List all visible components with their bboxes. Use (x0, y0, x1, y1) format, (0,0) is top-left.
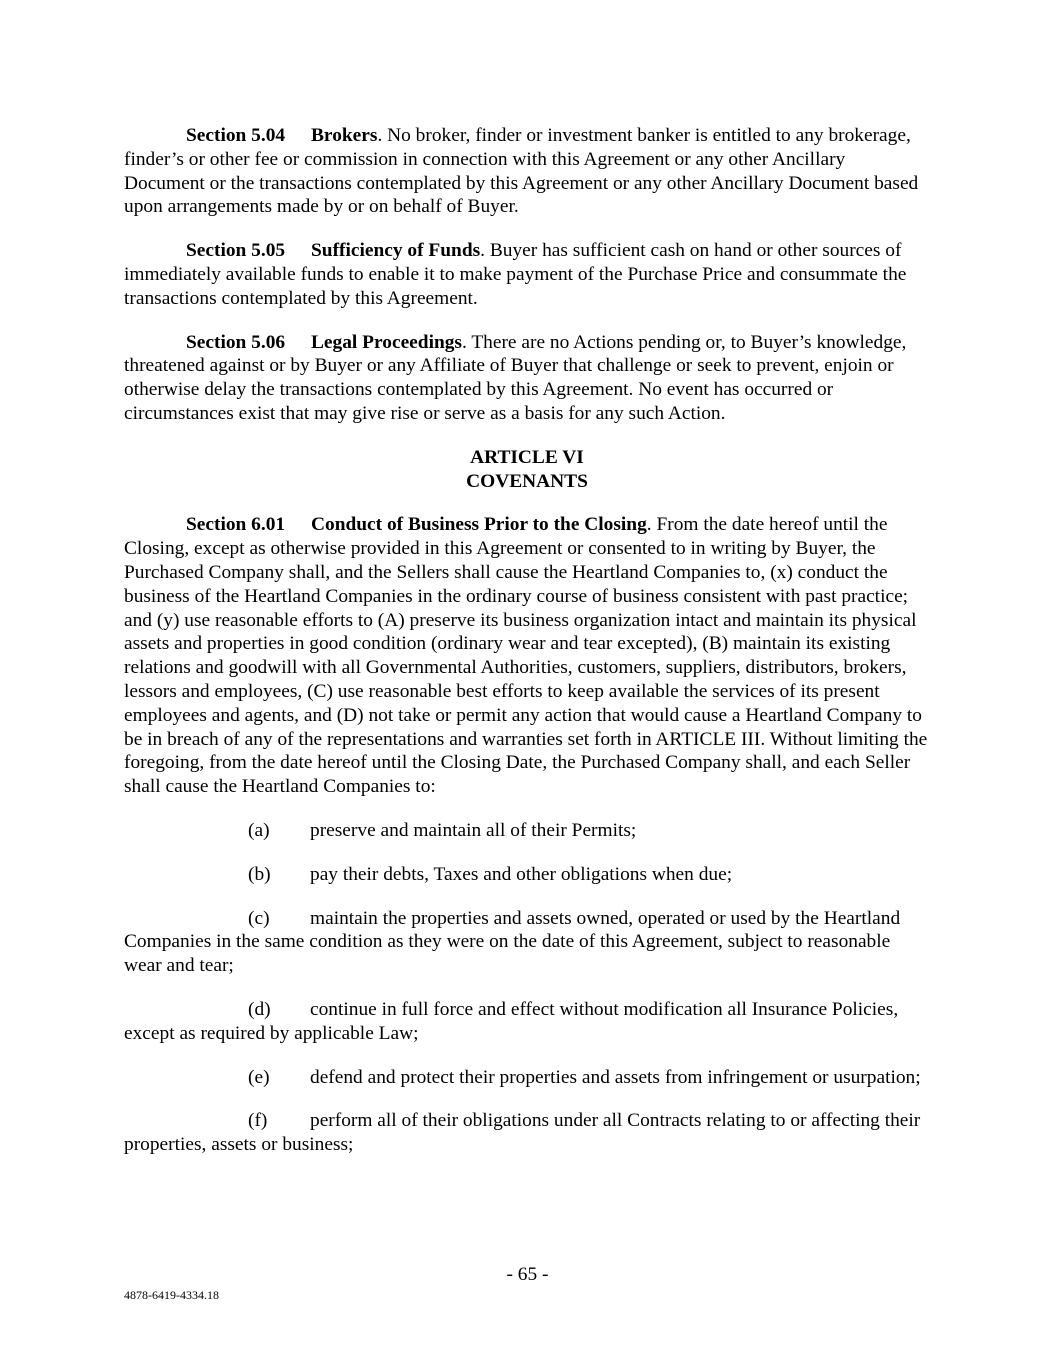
section-number: Section 5.04 (186, 125, 286, 146)
item-label: (f) (248, 1110, 268, 1132)
list-item-f (124, 1109, 930, 1157)
item-text: preserve and maintain all of their Permits; (310, 819, 637, 841)
item-label: (d) (248, 998, 271, 1020)
document-page (124, 124, 930, 1177)
item-text: pay their debts, Taxes and other obligations when due; (310, 863, 733, 885)
section-number: Section 6.01 (186, 514, 286, 536)
section-title: Brokers (311, 125, 378, 146)
item-label: (a) (248, 819, 270, 841)
section-number: Section 5.05 (186, 240, 286, 262)
section-6-01 (124, 513, 930, 799)
document-id: 4878-6419-4334.18 (124, 1288, 219, 1302)
section-title: Conduct of Business Prior to the Closing (311, 514, 647, 536)
item-text: perform all of their obligations under all Contracts relating to or affecting their properties, assets or business; (124, 1110, 921, 1156)
list-item-d (124, 998, 930, 1046)
article-heading (124, 446, 930, 494)
item-text: maintain the properties and assets owned, operated or used by the Heartland Companies in the same condition as they were on the date of this Agreement, subject to reasonable wear and tear; (124, 907, 901, 977)
item-text: defend and protect their properties and assets from infringement or usurpation; (310, 1066, 921, 1088)
list-item-c (124, 907, 930, 978)
list-item-a (124, 819, 930, 843)
article-title: COVENANTS (466, 470, 588, 492)
item-label: (c) (248, 907, 270, 929)
section-body: . There are no Actions pending or, to Buyer’s knowledge, threatened against or by Buyer or any Affiliate of Buyer that challenge or seek to prevent, enjoin or otherwise delay the transactions contemplated by this Agreement. No event has occurred or circumstances exist that may give rise or serve as a basis for any such Action. (124, 331, 907, 424)
section-title: Legal Proceedings (311, 331, 462, 353)
article-number: ARTICLE VI (470, 446, 584, 468)
section-body: . No broker, finder or investment banker is entitled to any brokerage, finder’s or other fee or commission in connection with this Agreement or any other Ancillary Document or the transactions contemplated by this Agreement or any other Ancillary Document based upon arrangements made by or on behalf of Buyer. (124, 125, 919, 218)
item-text: continue in full force and effect without modification all Insurance Policies, except as required by applicable Law; (124, 998, 899, 1044)
item-label: (e) (248, 1066, 270, 1088)
section-5-06 (124, 331, 930, 426)
section-number: Section 5.06 (186, 331, 286, 353)
section-body: . Buyer has sufficient cash on hand or other sources of immediately available funds to enable it to make payment of the Purchase Price and consummate the transactions contemplated by this Agreement. (124, 240, 907, 309)
section-5-05 (124, 239, 930, 310)
section-title: Sufficiency of Funds (311, 240, 481, 262)
section-5-04 (124, 124, 930, 219)
page-number: - 65 - (506, 1264, 549, 1285)
item-label: (b) (248, 863, 271, 885)
list-item-e (124, 1066, 930, 1090)
list-item-b (124, 863, 930, 887)
section-body: . From the date hereof until the Closing, except as otherwise provided in this Agreement or consented to in writing by Buyer, the Purchased Company shall, and the Sellers shall cause the Heartland Companies to, (x) conduct the business of the Heartland Companies in the ordinary course of business consistent with past practice; and (y) use reasonable efforts to (A) preserve its business organization intact and maintain its physical assets and properties in good condition (ordinary wear and tear excepted), (B) maintain its existing relations and goodwill with all Governmental Authorities, customers, suppliers, distributors, brokers, lessors and employees, (C) use reasonable best efforts to keep available the services of its present employees and agents, and (D) not take or permit any action that would cause a Heartland Company to be in breach of any of the representations and warranties set forth in ARTICLE III. Without limiting the foregoing, from the date hereof until the Closing Date, the Purchased Company shall, and each Seller shall cause the Heartland Companies to: (124, 514, 928, 798)
